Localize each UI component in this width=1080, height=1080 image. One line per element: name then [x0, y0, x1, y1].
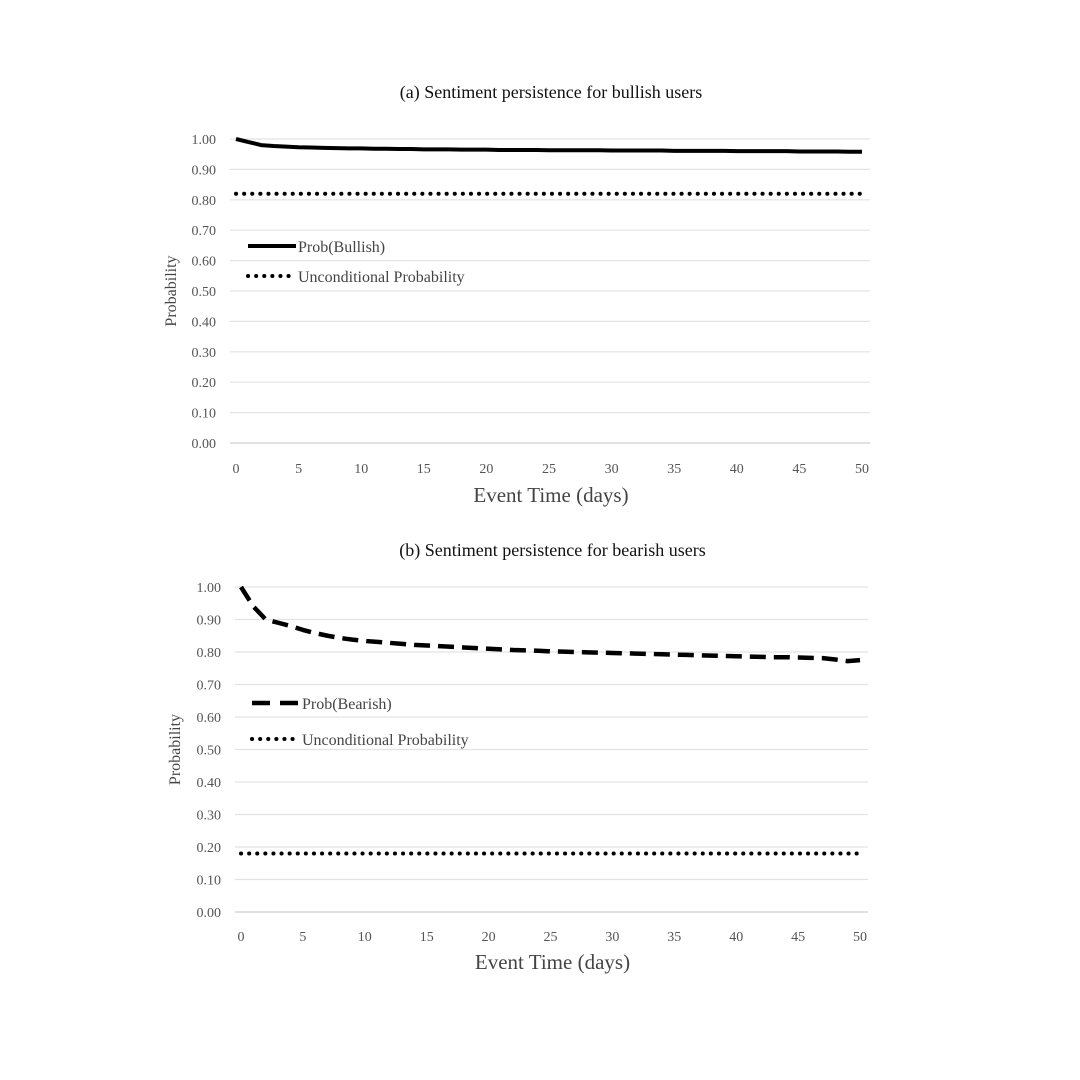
x-tick-label: 30 — [604, 462, 619, 477]
y-tick-label: 0.00 — [196, 906, 221, 921]
y-tick-label: 0.50 — [196, 743, 221, 759]
y-tick-label: 0.20 — [191, 376, 216, 392]
y-tick-label: 0.00 — [191, 437, 216, 452]
y-tick-label: 0.60 — [191, 254, 216, 270]
legend-label: Unconditional Probability — [302, 732, 469, 749]
x-tick-label: 0 — [237, 930, 245, 945]
x-tick-label: 50 — [853, 930, 867, 945]
y-tick-label: 0.80 — [191, 193, 216, 209]
x-tick-label: 35 — [667, 930, 682, 945]
legend-label: Prob(Bearish) — [302, 696, 392, 713]
x-tick-label: 45 — [792, 462, 807, 477]
y-tick-label: 0.60 — [196, 711, 221, 726]
legend-label: Unconditional Probability — [298, 269, 465, 286]
x-tick-label: 25 — [543, 930, 558, 945]
x-tick-label: 40 — [729, 930, 744, 945]
chart-panel-a — [163, 82, 870, 507]
chart-title: (b) Sentiment persistence for bearish users — [399, 540, 706, 560]
y-axis-label: Probability — [167, 713, 184, 786]
x-tick-label: 5 — [295, 462, 303, 477]
x-tick-label: 15 — [419, 930, 434, 945]
x-tick-label: 50 — [855, 462, 869, 477]
x-tick-label: 5 — [299, 930, 307, 945]
y-tick-label: 0.80 — [196, 646, 221, 661]
x-tick-label: 10 — [354, 462, 369, 477]
y-tick-label: 0.30 — [196, 808, 221, 824]
y-tick-label: 0.20 — [196, 841, 221, 856]
x-tick-label: 35 — [667, 462, 682, 477]
x-tick-label: 40 — [729, 462, 744, 477]
chart-title: (a) Sentiment persistence for bullish users — [399, 82, 703, 102]
x-tick-label: 25 — [542, 462, 556, 477]
y-tick-label: 0.90 — [196, 613, 221, 629]
y-tick-label: 0.50 — [191, 285, 216, 300]
x-tick-label: 30 — [605, 930, 620, 945]
y-axis-label: Probability — [163, 255, 180, 327]
y-tick-label: 0.40 — [191, 315, 216, 331]
chart-panel-b — [167, 540, 868, 974]
y-tick-label: 1.00 — [191, 133, 216, 148]
legend-label: Prob(Bullish) — [298, 239, 386, 256]
x-tick-label: 20 — [481, 930, 496, 945]
x-axis-label: Event Time (days) — [473, 483, 629, 507]
series-line-solid — [236, 139, 862, 152]
x-axis-label: Event Time (days) — [474, 950, 631, 974]
y-tick-label: 0.70 — [196, 678, 221, 694]
series-line-dashed — [241, 587, 860, 661]
x-tick-label: 20 — [479, 462, 494, 477]
x-tick-label: 45 — [791, 930, 806, 945]
y-tick-label: 0.40 — [196, 776, 221, 791]
y-tick-label: 0.30 — [191, 345, 216, 361]
x-tick-label: 10 — [357, 930, 372, 945]
y-tick-label: 0.10 — [196, 873, 221, 889]
y-tick-label: 1.00 — [196, 581, 221, 596]
x-tick-label: 0 — [232, 462, 240, 477]
y-tick-label: 0.70 — [191, 224, 216, 240]
y-tick-label: 0.90 — [191, 163, 216, 179]
y-tick-label: 0.10 — [191, 406, 216, 422]
x-tick-label: 15 — [416, 462, 431, 477]
